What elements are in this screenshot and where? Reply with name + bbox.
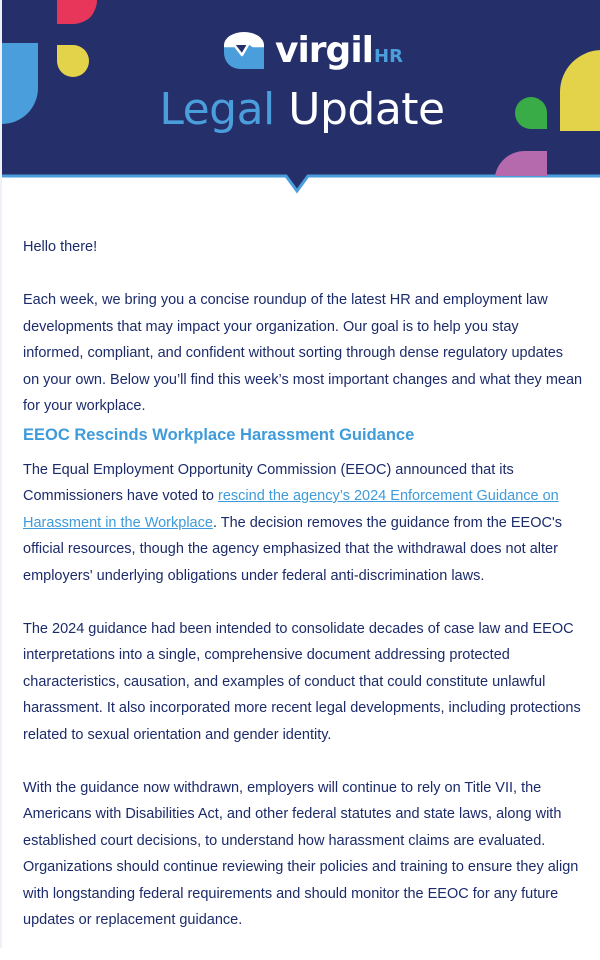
brand-name: virgil [275,30,374,71]
title-update: Update [288,84,445,135]
article-p1-text-before: The Equal Employment Opportunity Commission (EEOC) announced that its Commissioners have voted to [23,461,514,504]
article-paragraph-1 [23,457,583,590]
newsletter-title [2,82,600,138]
article-p1-text-after: . The decision removes the guidance from the EEOC's official resources, though the agency emphasized that the withdrawal does not alter employers' underlying obligations under federal anti-discrimination laws. [23,514,562,584]
article-paragraph-3: With the guidance now withdrawn, employers will continue to rely on Title VII, the Americans with Disabilities Act, and other federal statutes and state laws, along with established court decisions, to understand how harassment claims are evaluated. Organizations should continue reviewing their policies and training to ensure they align with longstanding federal requirements and should monitor the EEOC for any future updates or replacement guidance. [23,779,579,928]
virgilhr-logo [222,28,403,74]
intro-paragraph: Each week, we bring you a concise roundup of the latest HR and employment law developments that may impact your organization. Our goal is to help you stay informed, compliant, and confident without sorting through dense regulatory updates on your own. Below you’ll find this week’s most important changes and what they mean for your workplace. [23,292,583,414]
article-headline: EEOC Rescinds Workplace Harassment Guidance [23,425,415,444]
email-body [23,234,583,960]
legal-update-banner [2,0,600,200]
article-paragraph-2: The 2024 guidance had been intended to consolidate decades of case law and EEOC interpretations into a single, comprehensive document addressing protected characteristics, causation, and examples of conduct that could constitute unlawful harassment. It also incorporated more recent legal developments, including protections related to sexual orientation and gender identity. [23,620,581,743]
heart-monitor-shield-icon [222,31,266,71]
yellow-drop-left [57,45,89,77]
rescind-guidance-link[interactable]: rescind the agency’s 2024 Enforcement Guidance on Harassment in the Workplace [23,488,559,531]
greeting: Hello there! [23,239,98,255]
brand-suffix: HR [374,45,403,67]
title-legal: Legal [159,84,275,135]
